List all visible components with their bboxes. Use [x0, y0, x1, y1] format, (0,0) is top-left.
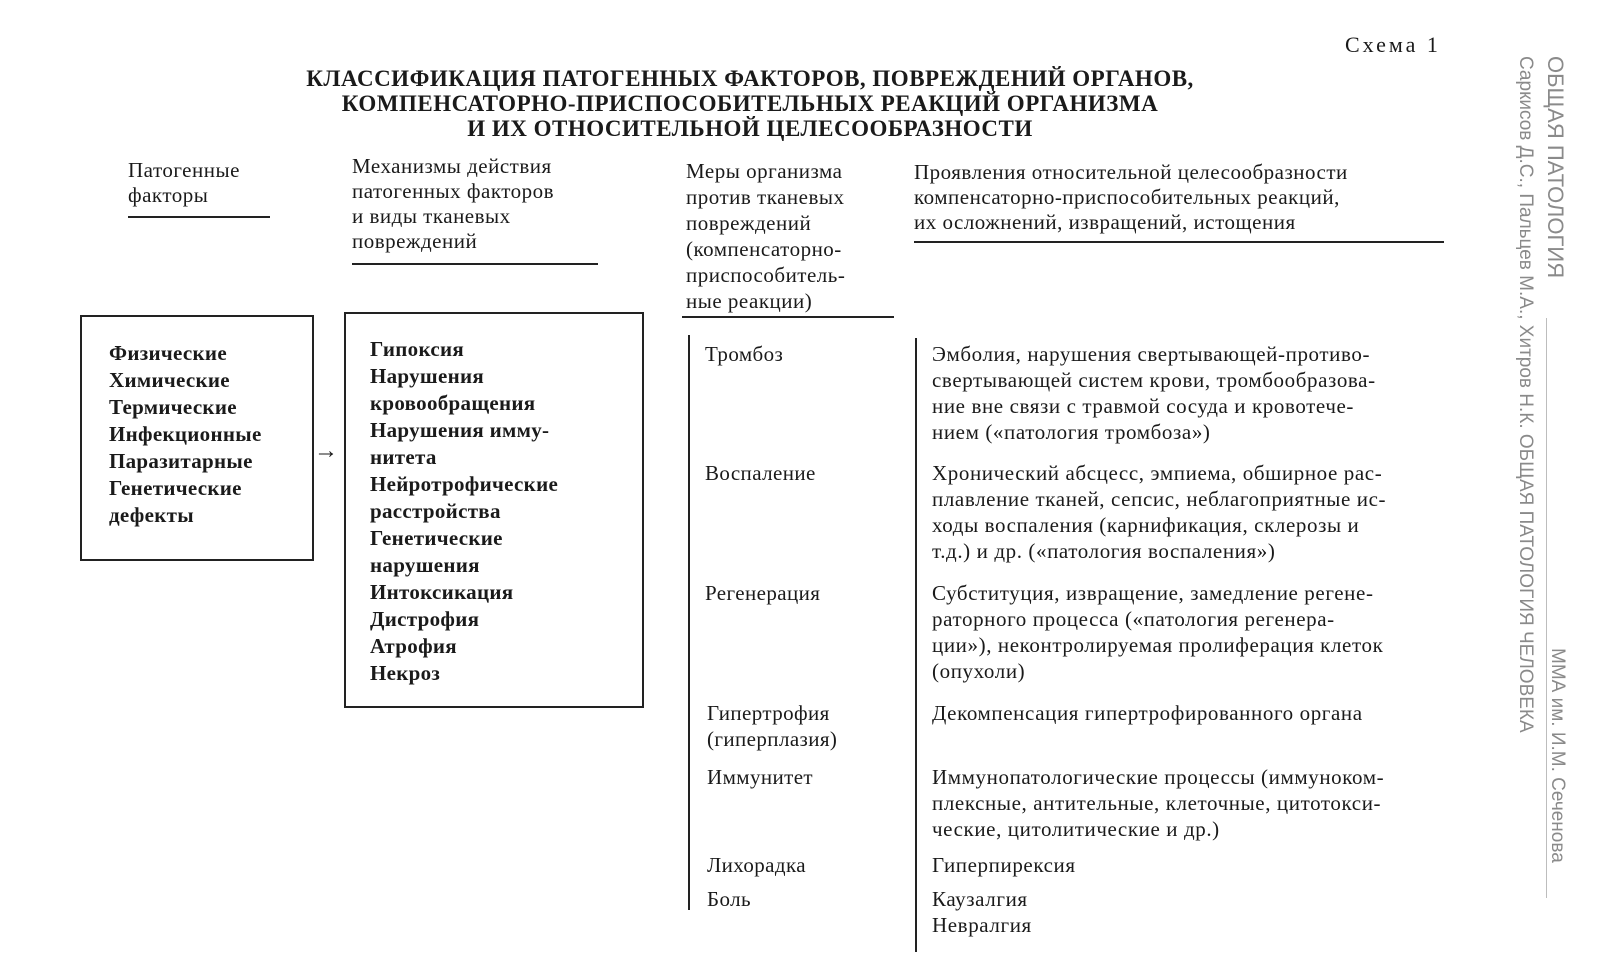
header-line: повреждений [686, 211, 812, 235]
header-line: ные реакции) [686, 289, 813, 313]
mechanism-item: Нарушения имму- [370, 418, 550, 442]
manifestations-bracket-line [915, 338, 917, 952]
header-line: приспособитель- [686, 263, 846, 287]
manifestation-line: Иммунопатологические процессы (иммуноком- [932, 765, 1385, 789]
header-underline [682, 316, 894, 318]
reaction-label [707, 886, 751, 912]
header-line: повреждений [352, 229, 478, 253]
title-line: И ИХ ОТНОСИТЕЛЬНОЙ ЦЕЛЕСООБРАЗНОСТИ [467, 116, 1033, 141]
header-line: Проявления относительной целесообразности [914, 160, 1348, 184]
header-line: и виды тканевых [352, 204, 511, 228]
reaction-label [705, 460, 816, 486]
factors-list [109, 340, 262, 529]
header-line: Меры организма [686, 159, 843, 183]
document-title [180, 66, 1320, 141]
header-line: Патогенные [128, 158, 240, 182]
factor-item: Инфекционные [109, 422, 262, 446]
manifestation-text [932, 764, 1384, 842]
factors-column-header [128, 158, 240, 208]
reaction-label [707, 700, 837, 752]
mechanisms-column-header [352, 154, 554, 254]
header-line: Механизмы действия [352, 154, 552, 178]
mechanism-item: Дистрофия [370, 607, 480, 631]
manifestation-text [932, 460, 1386, 564]
manifestation-line: ции»), неконтролируемая пролиферация клеток [932, 633, 1384, 657]
header-underline [914, 241, 1444, 243]
manifestation-line: ние вне связи с травмой сосуда и кровотече- [932, 394, 1354, 418]
factor-item: Термические [109, 395, 237, 419]
manifestation-line: плексные, антительные, клеточные, цитотокси- [932, 791, 1382, 815]
reaction-label [707, 852, 806, 878]
mechanism-item: Нарушения [370, 364, 485, 388]
reaction-label-line: Тромбоз [705, 342, 784, 366]
reaction-label-line: Боль [707, 887, 751, 911]
factor-item: Паразитарные [109, 449, 253, 473]
reaction-label-line: Иммунитет [707, 765, 813, 789]
mechanism-item: Атрофия [370, 634, 457, 658]
title-line: КЛАССИФИКАЦИЯ ПАТОГЕННЫХ ФАКТОРОВ, ПОВРЕЖДЕНИЙ ОРГАНОВ, [306, 66, 1194, 91]
manifestation-line: ходы воспаления (карнификация, склерозы и [932, 513, 1360, 537]
manifestation-line: Эмболия, нарушения свертывающей-противо- [932, 342, 1371, 366]
manifestation-line: ческие, цитолитические и др.) [932, 817, 1220, 841]
reaction-label-line: Гипертрофия [707, 701, 830, 725]
header-line: их осложнений, извращений, истощения [914, 210, 1296, 234]
manifestation-text [932, 886, 1032, 938]
header-underline [352, 263, 598, 265]
header-underline [128, 216, 270, 218]
header-line: против тканевых [686, 185, 845, 209]
mechanism-item: Генетические [370, 526, 503, 550]
manifestation-text [932, 700, 1363, 726]
watermark-title: ОБЩАЯ ПАТОЛОГИЯ [1543, 56, 1568, 279]
manifestation-line: Субституция, извращение, замедление регене- [932, 581, 1374, 605]
watermark-divider [1546, 318, 1547, 898]
header-line: факторы [128, 183, 209, 207]
mechanism-item: Нейротрофические [370, 472, 559, 496]
mechanism-item: расстройства [370, 499, 501, 523]
manifestation-line: Каузалгия [932, 887, 1028, 911]
reaction-label [705, 580, 820, 606]
mechanism-item: Интоксикация [370, 580, 514, 604]
manifestation-line: (опухоли) [932, 659, 1026, 683]
manifestation-line: свертывающей систем крови, тромбообразова- [932, 368, 1376, 392]
watermark-institution: ММА им. И.М. Сеченова [1547, 648, 1568, 863]
reaction-label-line: Воспаление [705, 461, 816, 485]
factor-item: Физические [109, 341, 227, 365]
manifestation-line: раторного процесса («патология регенера- [932, 607, 1335, 631]
measures-column-header [686, 158, 845, 314]
manifestations-column-header [914, 160, 1348, 235]
manifestation-line: Хронический абсцесс, эмпиема, обширное рас- [932, 461, 1383, 485]
manifestation-text [932, 580, 1383, 684]
scheme-label: Схема 1 [1345, 32, 1441, 57]
manifestation-line: Невралгия [932, 913, 1032, 937]
manifestation-text [932, 341, 1376, 445]
mechanism-item: Некроз [370, 661, 441, 685]
reaction-label-line: Регенерация [705, 581, 821, 605]
reaction-label [705, 341, 783, 367]
manifestation-line: Декомпенсация гипертрофированного органа [932, 701, 1363, 725]
factor-item: Генетические [109, 476, 242, 500]
manifestation-line: Гиперпирексия [932, 853, 1076, 877]
watermark-authors: Саркисов Д.С., Пальцев М.А., Хитров Н.К. ОБЩАЯ ПАТОЛОГИЯ ЧЕЛОВЕКА [1515, 56, 1536, 733]
manifestation-text [932, 852, 1076, 878]
mechanism-item: Гипоксия [370, 337, 465, 361]
factor-item: дефекты [109, 503, 194, 527]
measures-bracket-line [688, 335, 690, 910]
reaction-label-line: (гиперплазия) [707, 727, 838, 751]
mechanism-item: кровообращения [370, 391, 536, 415]
header-line: компенсаторно-приспособительных реакций, [914, 185, 1340, 209]
manifestation-line: т.д.) и др. («патология воспаления») [932, 539, 1276, 563]
arrow-right-icon: → [314, 438, 338, 464]
mechanism-item: нитета [370, 445, 437, 469]
reaction-label [707, 764, 813, 790]
title-line: КОМПЕНСАТОРНО-ПРИСПОСОБИТЕЛЬНЫХ РЕАКЦИЙ ОРГАНИЗМА [341, 91, 1159, 116]
manifestation-line: плавление тканей, сепсис, неблагоприятные ис- [932, 487, 1387, 511]
factor-item: Химические [109, 368, 230, 392]
header-line: (компенсаторно- [686, 237, 842, 261]
header-line: патогенных факторов [352, 179, 555, 203]
reaction-label-line: Лихорадка [707, 853, 806, 877]
mechanism-item: нарушения [370, 553, 480, 577]
mechanisms-list [370, 336, 558, 687]
manifestation-line: нием («патология тромбоза») [932, 420, 1211, 444]
